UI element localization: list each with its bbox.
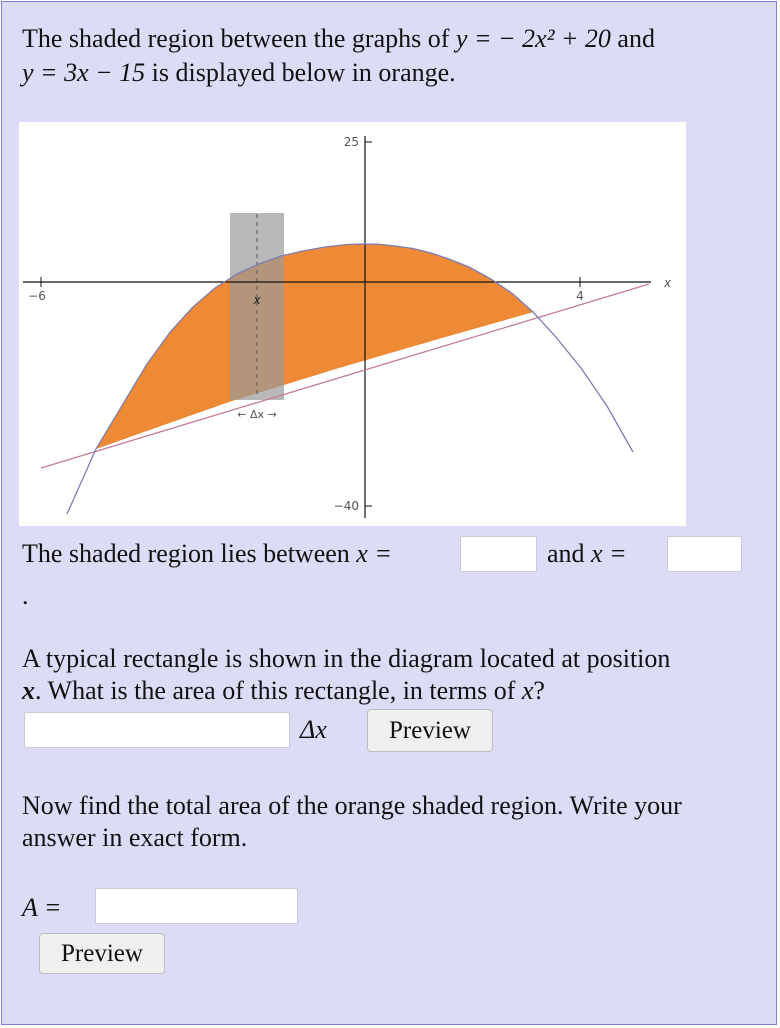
upper-bound-input[interactable] (667, 536, 742, 572)
equation-parabola: y = − 2x² + 20 (455, 24, 611, 53)
question-panel (1, 1, 777, 1025)
bounds-and (547, 537, 627, 571)
bounds-period: . (22, 581, 29, 610)
and-word: and (617, 24, 655, 53)
lower-bound-input[interactable] (460, 536, 537, 572)
total-preview-button[interactable]: Preview (39, 933, 165, 974)
intro-line-1 (22, 22, 655, 56)
x-left-label: −6 (28, 289, 46, 303)
x-axis-label: x (664, 276, 672, 290)
bounds-and-word: and (547, 539, 585, 568)
rectangle-var-x: x (22, 676, 35, 705)
rectangle-preview-button[interactable]: Preview (367, 709, 493, 752)
intro-text-end: is displayed below in orange. (151, 58, 456, 87)
intro-text: The shaded region between the graphs of (22, 24, 450, 53)
rectangle-question-line-1: A typical rectangle is shown in the diagram located at position (22, 644, 671, 673)
x-right-label: 4 (576, 289, 584, 303)
intro-line-2 (22, 56, 456, 90)
delta-x-label: ← Δx → (237, 408, 277, 421)
y-top-label: 25 (343, 135, 359, 149)
y-bottom-label: −40 (333, 499, 359, 513)
shaded-region (96, 244, 555, 449)
rectangle-area-input[interactable] (24, 712, 290, 748)
rectangle-question-end: ? (533, 676, 545, 705)
bounds-var-1: x = (356, 539, 392, 568)
graph-svg (19, 122, 686, 526)
total-question-line-2: answer in exact form. (22, 823, 248, 852)
total-area-input[interactable] (95, 888, 298, 924)
rectangle-x-label: x (253, 293, 261, 307)
equation-line: y = 3x − 15 (22, 58, 146, 87)
graph-image (19, 122, 686, 526)
bounds-var-2: x = (591, 539, 627, 568)
rectangle-var-x-2: x (521, 676, 534, 705)
bounds-prompt (22, 537, 392, 571)
delta-x-suffix: Δx (300, 715, 327, 744)
bounds-text: The shaded region lies between (22, 539, 350, 568)
total-question-line-1: Now find the total area of the orange shaded region. Write your (22, 791, 682, 820)
rectangle-question-line-2 (22, 674, 545, 708)
rectangle-question-text: . What is the area of this rectangle, in terms of (35, 676, 516, 705)
total-area-label: A = (22, 893, 62, 922)
